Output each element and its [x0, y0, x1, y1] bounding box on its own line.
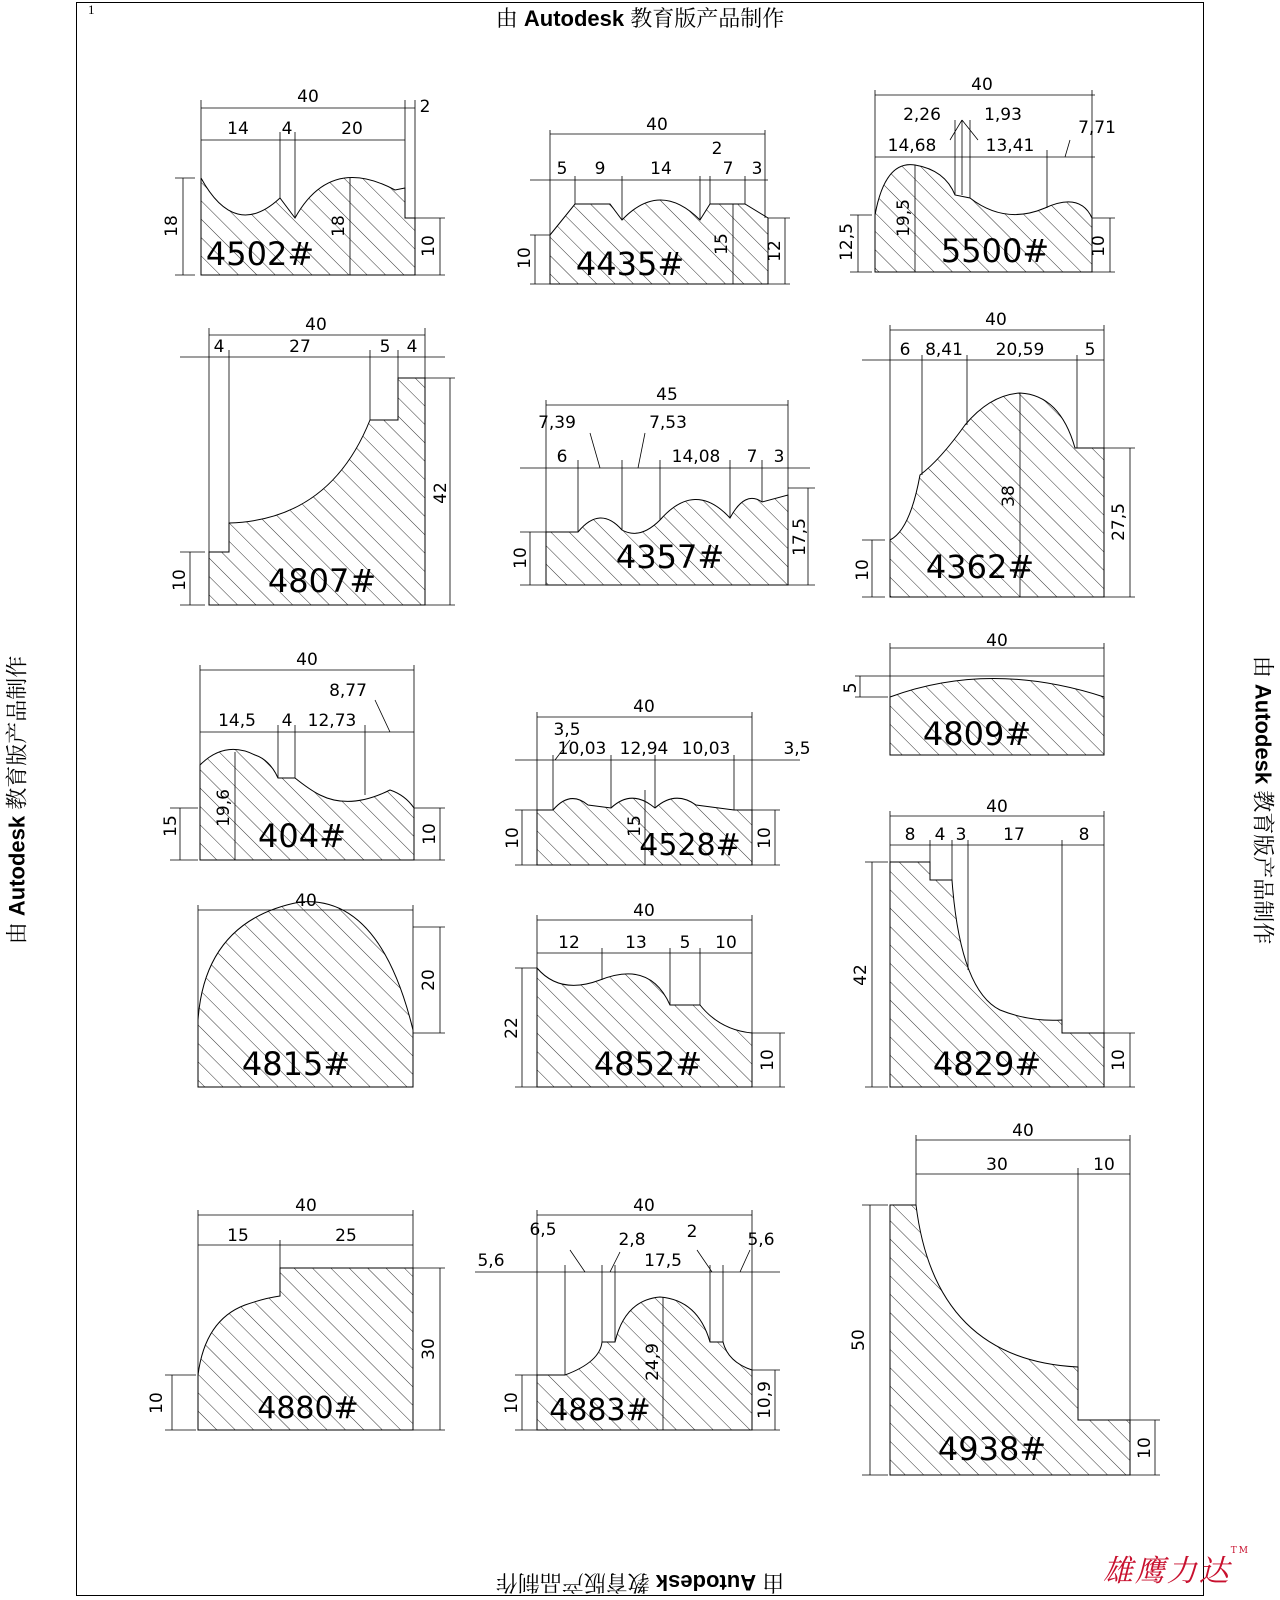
page-number: 1 [88, 2, 95, 17]
watermark-top: 由 Autodesk 教育版产品制作 [495, 6, 785, 31]
dim-label: 20 [341, 119, 363, 139]
dim-label: 10 [502, 1392, 522, 1414]
dim-label: 22 [502, 1017, 522, 1039]
profile-code: 4807# [267, 562, 377, 600]
dim-label: 10,03 [681, 739, 731, 759]
profile-4809 [841, 631, 1104, 755]
dim-label: 3 [955, 825, 967, 845]
dim-label: 13 [625, 933, 647, 953]
profile-code: 4362# [925, 548, 1035, 586]
dim-label: 10 [758, 1049, 778, 1071]
dim-label: 7,71 [1078, 118, 1116, 138]
dim-label: 5 [1084, 340, 1096, 360]
dim-label: 40 [633, 697, 655, 717]
dim-label: 40 [986, 797, 1008, 817]
dim-label: 8 [904, 825, 916, 845]
dim-label: 10 [1093, 1155, 1115, 1175]
profile-code: 404# [258, 817, 346, 855]
dim-label: 40 [633, 1196, 655, 1216]
dim-label: 40 [985, 310, 1007, 330]
dim-label: 4 [406, 337, 418, 357]
dim-label: 6 [556, 447, 568, 467]
dim-label: 25 [335, 1226, 357, 1246]
dim-label: 10 [1135, 1437, 1155, 1459]
dim-label: 10 [1089, 235, 1109, 257]
dim-label: 10 [853, 559, 873, 581]
dim-label: 14,5 [218, 711, 256, 731]
dim-label: 42 [851, 964, 871, 986]
dim-label: 2 [711, 139, 723, 159]
dim-label: 40 [986, 631, 1008, 651]
profile-4883 [475, 1196, 780, 1430]
dim-label: 40 [295, 1196, 317, 1216]
dim-label: 4 [281, 711, 293, 731]
dim-label: 1,93 [984, 105, 1022, 125]
dim-label: 10 [511, 547, 531, 569]
dim-label: 4 [934, 825, 946, 845]
dim-label: 7 [722, 159, 734, 179]
dim-label: 20 [419, 969, 439, 991]
profile-4880 [147, 1196, 445, 1430]
dim-label: 8,77 [329, 681, 367, 701]
profile-4502 [162, 87, 445, 275]
profile-code: 4502# [205, 235, 315, 273]
watermark-bottom: 由 Autodesk 教育版产品制作 [495, 1570, 785, 1595]
profile-4528 [503, 697, 811, 865]
profile-code: 4883# [549, 1393, 651, 1428]
dim-label: 15 [161, 815, 181, 837]
profile-code: 4528# [639, 828, 741, 863]
profile-4815 [198, 891, 445, 1087]
dim-label: 12 [558, 933, 580, 953]
dim-label: 40 [1012, 1121, 1034, 1141]
dim-label: 5 [679, 933, 691, 953]
profile-5500 [837, 75, 1116, 272]
dim-label: 20,59 [995, 340, 1045, 360]
dim-label: 40 [295, 891, 317, 911]
dim-label: 42 [431, 482, 451, 504]
dim-label: 7,53 [649, 413, 687, 433]
dim-label: 8 [1078, 825, 1090, 845]
dim-label: 17,5 [790, 518, 810, 556]
dim-label: 3 [773, 447, 785, 467]
profile-code: 5500# [940, 232, 1050, 270]
dim-label: 12,5 [837, 223, 857, 261]
dim-label: 5 [841, 682, 861, 694]
profile-code: 4880# [257, 1391, 359, 1426]
dim-label: 14,68 [887, 136, 937, 156]
dim-label: 10 [419, 235, 439, 257]
dim-label: 18 [329, 215, 349, 237]
watermark-right: 由 Autodesk 教育版产品制作 [1250, 655, 1276, 945]
dim-label: 50 [849, 1329, 869, 1351]
dim-label: 8,41 [925, 340, 963, 360]
dim-label: 2,8 [618, 1230, 646, 1250]
dim-label: 10 [1109, 1049, 1129, 1071]
dim-label: 6,5 [529, 1220, 557, 1240]
profile-code: 4357# [615, 538, 725, 576]
dim-label: 2 [419, 97, 431, 117]
dim-label: 40 [296, 650, 318, 670]
dim-label: 10 [147, 1392, 167, 1414]
dim-label: 40 [297, 87, 319, 107]
profile-404 [161, 650, 445, 860]
profile-4852 [502, 901, 785, 1087]
dim-label: 45 [656, 385, 678, 405]
dim-label: 10,03 [557, 739, 607, 759]
dim-label: 14 [650, 159, 672, 179]
profile-4807 [170, 315, 455, 605]
profile-code: 4809# [922, 715, 1032, 753]
dim-label: 3,5 [783, 739, 811, 759]
dim-label: 30 [419, 1338, 439, 1360]
dim-label: 13,41 [985, 136, 1035, 156]
dim-label: 30 [986, 1155, 1008, 1175]
profile-code: 4435# [575, 245, 685, 283]
dim-label: 10 [515, 247, 535, 269]
dim-label: 7,39 [538, 413, 576, 433]
dim-label: 10 [420, 823, 440, 845]
profile-4435 [515, 115, 790, 284]
dim-label: 10,9 [755, 1381, 775, 1419]
dim-label: 19,5 [894, 199, 914, 237]
profile-code: 4852# [593, 1045, 703, 1083]
dim-label: 24,9 [643, 1343, 663, 1381]
dim-label: 4 [281, 119, 293, 139]
profile-4829 [851, 797, 1135, 1087]
dim-label: 17 [1003, 825, 1025, 845]
dim-label: 10 [503, 827, 523, 849]
dim-label: 27 [289, 337, 311, 357]
dim-label: 40 [305, 315, 327, 335]
dim-label: 17,5 [644, 1251, 682, 1271]
dim-label: 12,94 [619, 739, 669, 759]
dim-label: 9 [594, 159, 606, 179]
dim-label: 27,5 [1109, 503, 1129, 541]
profile-4357 [511, 385, 815, 585]
dim-label: 5 [379, 337, 391, 357]
watermark-left: 由 Autodesk 教育版产品制作 [4, 655, 30, 945]
dim-label: 15 [227, 1226, 249, 1246]
dim-label: 7 [746, 447, 758, 467]
dim-label: 12 [765, 240, 785, 262]
dim-label: 14 [227, 119, 249, 139]
profile-code: 4815# [241, 1045, 351, 1083]
dim-label: 10 [170, 569, 190, 591]
dim-label: 10 [715, 933, 737, 953]
dim-label: 15 [625, 815, 645, 837]
dim-label: 5,6 [747, 1230, 775, 1250]
dim-label: 5,6 [477, 1251, 505, 1271]
dim-label: 40 [633, 901, 655, 921]
profile-4938 [849, 1121, 1160, 1475]
dim-label: 40 [646, 115, 668, 135]
dim-label: 3,5 [553, 720, 581, 740]
dim-label: 15 [712, 233, 732, 255]
dim-label: 38 [999, 485, 1019, 507]
dim-label: 19,6 [214, 789, 234, 827]
dim-label: 2,26 [903, 105, 941, 125]
dim-label: 5 [556, 159, 568, 179]
profile-code: 4829# [932, 1045, 1042, 1083]
dim-label: 3 [751, 159, 763, 179]
dim-label: 10 [755, 827, 775, 849]
dim-label: 6 [899, 340, 911, 360]
profile-4362 [853, 310, 1135, 597]
dim-label: 14,08 [671, 447, 721, 467]
dim-label: 2 [686, 1222, 698, 1242]
dim-label: 12,73 [307, 711, 357, 731]
brand-logo: 雄鹰力达™ [1102, 1546, 1250, 1589]
dim-label: 18 [162, 215, 182, 237]
dim-label: 4 [213, 337, 225, 357]
dim-label: 40 [971, 75, 993, 95]
profile-code: 4938# [937, 1430, 1047, 1468]
